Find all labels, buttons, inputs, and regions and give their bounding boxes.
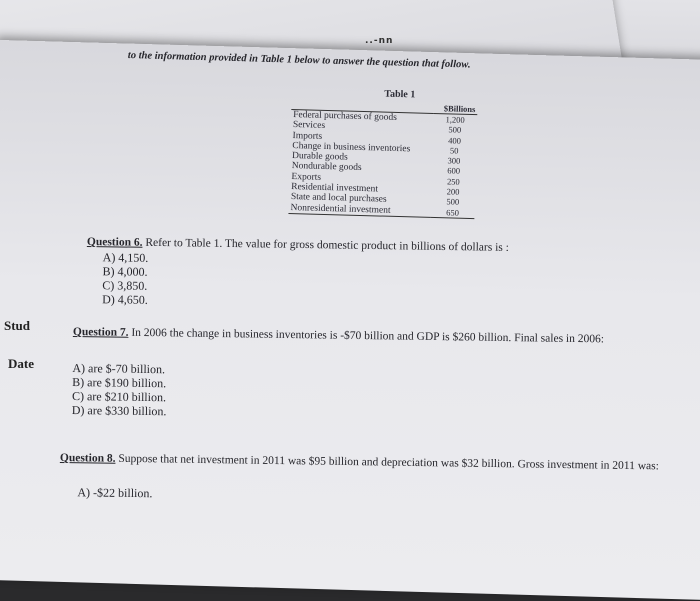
answer-option: C) are $210 billion. bbox=[71, 388, 167, 405]
row-value: 250 bbox=[446, 176, 460, 187]
row-value: 1,200 bbox=[433, 113, 477, 125]
data-table bbox=[288, 99, 477, 219]
unit-header: $Billions bbox=[433, 103, 477, 115]
question-text: In 2006 the change in business inventories is -$70 billion and GDP is $260 billion. Final sales in 2006: bbox=[131, 326, 605, 346]
question-number: Question 6. bbox=[86, 236, 143, 249]
answer-option: A) 4,150. bbox=[102, 250, 149, 265]
question-8 bbox=[59, 452, 660, 507]
answer-option: C) 3,850. bbox=[102, 278, 148, 293]
row-value: 500 bbox=[446, 196, 460, 208]
answer-option: A) are $-70 billion. bbox=[72, 360, 166, 377]
row-label: Federal purchases of goods bbox=[291, 109, 433, 124]
row-label: Imports bbox=[292, 130, 323, 142]
table-title: Table 1 bbox=[384, 88, 416, 101]
question-number: Question 8. bbox=[59, 452, 116, 465]
answer-option: B) 4,000. bbox=[102, 264, 148, 279]
row-label: Change in business inventories bbox=[292, 140, 411, 155]
header-mark: ..-nn bbox=[365, 36, 394, 46]
row-value: 200 bbox=[446, 186, 460, 197]
answer-option: B) are $190 billion. bbox=[72, 374, 167, 391]
student-label: Stud bbox=[4, 318, 31, 333]
question-text: Refer to Table 1. The value for gross domestic product in billions of dollars is : bbox=[145, 236, 509, 254]
row-value: 50 bbox=[449, 145, 459, 156]
answer-option: A) -$22 billion. bbox=[77, 485, 153, 501]
question-number: Question 7. bbox=[72, 326, 129, 339]
answer-option: D) 4,650. bbox=[102, 292, 148, 307]
row-label: Exports bbox=[291, 171, 322, 183]
row-label: Durable goods bbox=[291, 151, 348, 163]
row-value: 300 bbox=[447, 155, 461, 166]
row-label: Services bbox=[292, 120, 326, 132]
row-value: 600 bbox=[447, 165, 461, 177]
row-value: 400 bbox=[448, 134, 462, 146]
row-value: 650 bbox=[430, 207, 474, 219]
table-instructions: to the information provided in Table 1 below to answer the question that follow. bbox=[127, 50, 471, 71]
question-7 bbox=[72, 326, 663, 425]
row-label: Nonresidential investment bbox=[288, 203, 430, 218]
row-label: Residential investment bbox=[291, 182, 379, 195]
question-text: Suppose that net investment in 2011 was $95 billion and depreciation was $32 billion. Gross investment in 2011 was: bbox=[118, 452, 659, 473]
row-label: Nondurable goods bbox=[291, 161, 362, 174]
table-1 bbox=[288, 86, 478, 219]
row-value: 500 bbox=[448, 124, 462, 136]
row-label: State and local purchases bbox=[290, 192, 387, 206]
answer-option: D) are $330 billion. bbox=[71, 402, 167, 419]
date-label: Date bbox=[8, 356, 34, 371]
question-6 bbox=[86, 236, 607, 313]
